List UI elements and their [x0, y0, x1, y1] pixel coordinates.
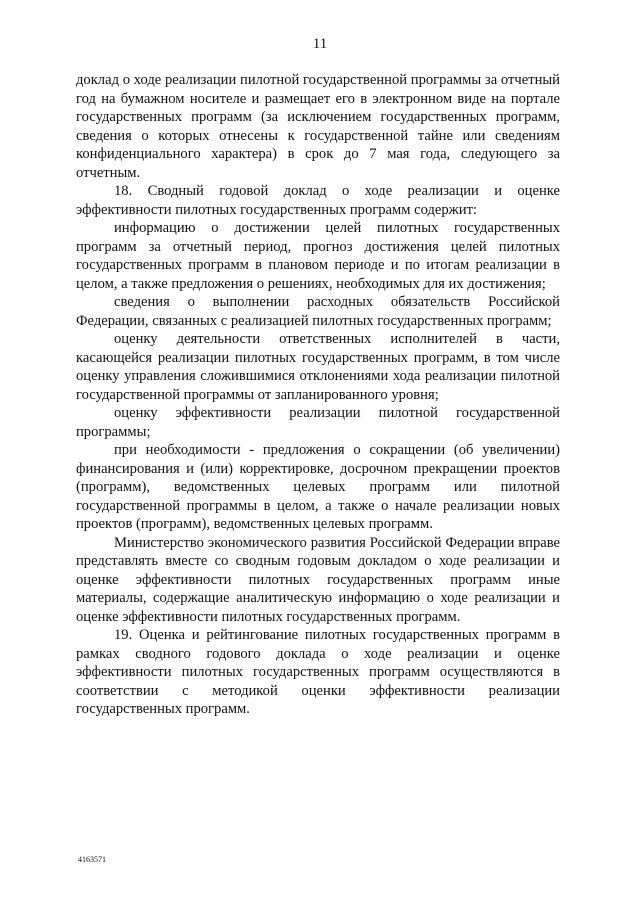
paragraph-goals-info: информацию о достижении целей пилотных государственных программ за отчетный период, прогноз достижения целей пилотных государственных программ в плановом периоде и по итогам реализации в целом, а также предложения о решениях, необходимых для их достижения;	[76, 220, 560, 292]
paragraph-continuation: доклад о ходе реализации пилотной государственной программы за отчетный год на бумажном носителе и размещает его в электронном виде на портале государственных программ (за исключением государственных программ, сведения о которых отнесены к государственной тайне или сведениям конфиденциального характера) в срок до 7 мая года, следующего за отчетным.	[76, 72, 560, 181]
paragraph-efficiency-assessment: оценку эффективности реализации пилотной государственной программы;	[76, 405, 560, 440]
document-body	[76, 71, 560, 719]
paragraph-ministry-materials: Министерство экономического развития Российской Федерации вправе представлять вместе со сводным годовым докладом о ходе реализации и оценке эффективности пилотных государственных программ иные материалы, содержащие аналитическую информацию о ходе реализации и оценке эффективности пилотных государственных программ.	[76, 534, 560, 625]
document-footer-code: 4163571	[78, 855, 106, 864]
paragraph-item-18: 18. Сводный годовой доклад о ходе реализации и оценке эффективности пилотных государственных программ содержит:	[76, 183, 560, 218]
paragraph-expenditure-info: сведения о выполнении расходных обязательств Российской Федерации, связанных с реализацией пилотных государственных программ;	[76, 294, 560, 329]
paragraph-proposals: при необходимости - предложения о сокращении (об увеличении) финансирования и (или) корректировке, досрочном прекращении проектов (программ), ведомственных целевых программ или пилотной государственной программы в целом, а также о начале реализации новых проектов (программ), ведомственных целевых программ.	[76, 442, 560, 532]
paragraph-executors-assessment: оценку деятельности ответственных исполнителей в части, касающейся реализации пилотных государственных программ, в том числе оценку управления сложившимися отклонениями хода реализации пилотной государственной программы от запланированного уровня;	[76, 331, 560, 403]
paragraph-item-19: 19. Оценка и рейтингование пилотных государственных программ в рамках сводного годового доклада о ходе реализации и оценке эффективности пилотных государственных программ осуществляются в соответствии с методикой оценки эффективности реализации государственных программ.	[76, 627, 560, 717]
page-number: 11	[312, 36, 328, 52]
